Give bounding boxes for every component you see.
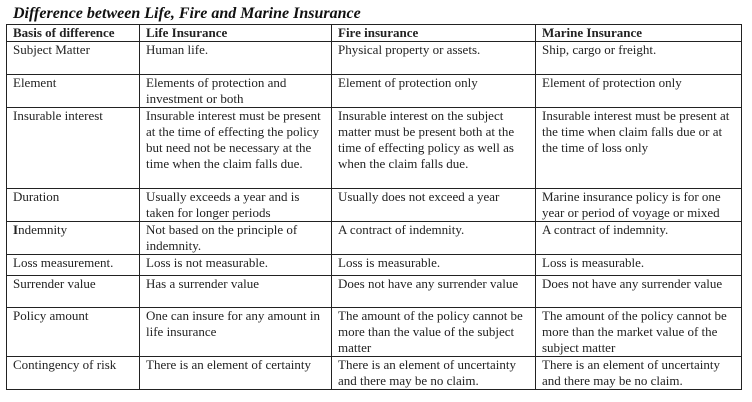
column-header-basis: Basis of difference xyxy=(7,25,140,42)
table-row xyxy=(7,75,742,108)
column-header-marine: Marine Insurance xyxy=(536,25,742,42)
marine-cell: Ship, cargo or freight. xyxy=(536,42,742,75)
comparison-table xyxy=(6,24,742,390)
fire-cell: There is an element of uncertainty and there may be no claim. xyxy=(332,357,536,390)
table-header-row xyxy=(7,25,742,42)
life-cell: One can insure for any amount in life insurance xyxy=(140,308,332,357)
life-cell: Insurable interest must be present at the time of effecting the policy but need not be necessary at the time when the claim falls due. xyxy=(140,108,332,189)
basis-cell: Insurable interest xyxy=(7,108,140,189)
table-row xyxy=(7,42,742,75)
fire-cell: Does not have any surrender value xyxy=(332,276,536,308)
marine-cell: Marine insurance policy is for one year or period of voyage or mixed xyxy=(536,189,742,222)
basis-cell: Contingency of risk xyxy=(7,357,140,390)
basis-cell: Duration xyxy=(7,189,140,222)
basis-cell: Subject Matter xyxy=(7,42,140,75)
table-row xyxy=(7,255,742,276)
basis-cell: Surrender value xyxy=(7,276,140,308)
fire-cell: Loss is measurable. xyxy=(332,255,536,276)
fire-cell: Usually does not exceed a year xyxy=(332,189,536,222)
marine-cell: Element of protection only xyxy=(536,75,742,108)
fire-cell: Physical property or assets. xyxy=(332,42,536,75)
basis-initial: I xyxy=(13,222,19,237)
life-cell: Elements of protection and investment or both xyxy=(140,75,332,108)
life-cell: Usually exceeds a year and is taken for longer periods xyxy=(140,189,332,222)
table-row xyxy=(7,108,742,189)
basis-cell: Loss measurement. xyxy=(7,255,140,276)
basis-cell: Policy amount xyxy=(7,308,140,357)
marine-cell: Loss is measurable. xyxy=(536,255,742,276)
table-row xyxy=(7,189,742,222)
basis-rest: ndemnity xyxy=(18,222,68,237)
life-cell: Loss is not measurable. xyxy=(140,255,332,276)
marine-cell: The amount of the policy cannot be more than the market value of the subject matter xyxy=(536,308,742,357)
table-row xyxy=(7,276,742,308)
life-cell: There is an element of certainty xyxy=(140,357,332,390)
fire-cell: A contract of indemnity. xyxy=(332,222,536,255)
table-row xyxy=(7,308,742,357)
marine-cell: A contract of indemnity. xyxy=(536,222,742,255)
basis-cell: Element xyxy=(7,75,140,108)
life-cell: Human life. xyxy=(140,42,332,75)
table-row xyxy=(7,357,742,390)
basis-cell xyxy=(7,222,140,255)
fire-cell: Element of protection only xyxy=(332,75,536,108)
marine-cell: Insurable interest must be present at the time when claim falls due or at the time of loss only xyxy=(536,108,742,189)
page-title: Difference between Life, Fire and Marine Insurance xyxy=(13,5,361,22)
fire-cell: Insurable interest on the subject matter must be present both at the time of effecting policy as well as when the claim falls due. xyxy=(332,108,536,189)
column-header-fire: Fire insurance xyxy=(332,25,536,42)
column-header-life: Life Insurance xyxy=(140,25,332,42)
marine-cell: There is an element of uncertainty and there may be no claim. xyxy=(536,357,742,390)
table-row xyxy=(7,222,742,255)
life-cell: Has a surrender value xyxy=(140,276,332,308)
fire-cell: The amount of the policy cannot be more than the value of the subject matter xyxy=(332,308,536,357)
life-cell: Not based on the principle of indemnity. xyxy=(140,222,332,255)
marine-cell: Does not have any surrender value xyxy=(536,276,742,308)
